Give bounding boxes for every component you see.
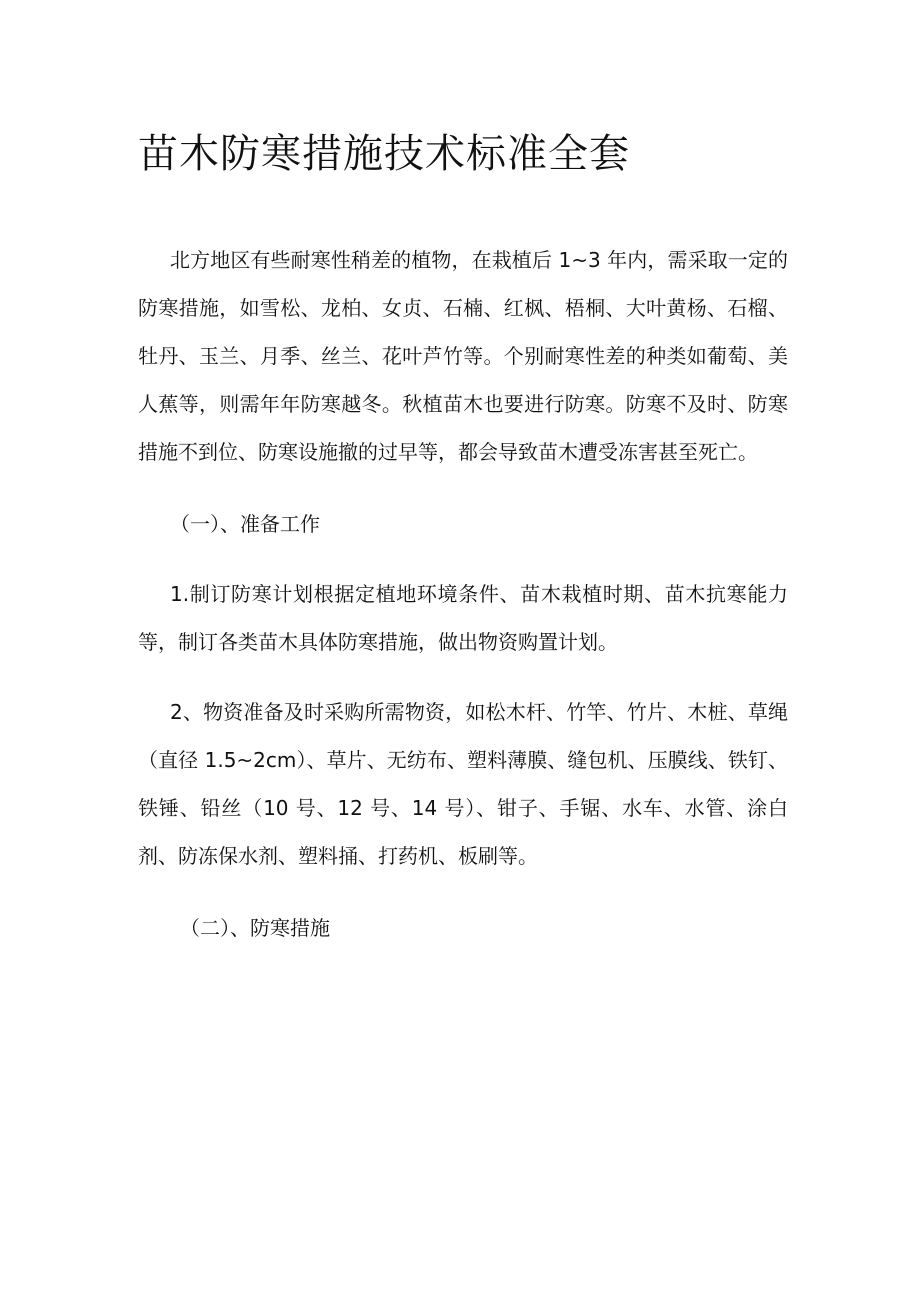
section-heading-measures: （二）、防寒措施 xyxy=(180,916,330,940)
paragraph-plan: 1.制订防寒计划根据定植地环境条件、苗木栽植时期、苗木抗寒能力等，制订各类苗木具体防寒措施，做出物资购置计划。 xyxy=(138,582,788,654)
section-heading-preparation: （一）、准备工作 xyxy=(170,512,320,536)
paragraph-materials: 2、物资准备及时采购所需物资，如松木杆、竹竿、竹片、木桩、草绳（直径 1.5~2cm）、草片、无纺布、塑料薄膜、缝包机、压膜线、铁钉、铁锤、铅丝（10 号、12 号、14 号）、钳子、手锯、水车、水管、涂白剂、防冻保水剂、塑料捅、打药机、板刷等。 xyxy=(138,700,788,868)
intro-paragraph: 北方地区有些耐寒性稍差的植物，在栽植后 1~3 年内，需采取一定的防寒措施，如雪松、龙柏、女贞、石楠、红枫、梧桐、大叶黄杨、石榴、牡丹、玉兰、月季、丝兰、花叶芦竹等。个别耐寒性差的种类如葡萄、美人蕉等，则需年年防寒越冬。秋植苗木也要进行防寒。防寒不及时、防寒措施不到位、防寒设施撤的过早等，都会导致苗木遭受冻害甚至死亡。 xyxy=(138,248,788,464)
document-title: 苗木防寒措施技术标准全套 xyxy=(138,131,630,177)
